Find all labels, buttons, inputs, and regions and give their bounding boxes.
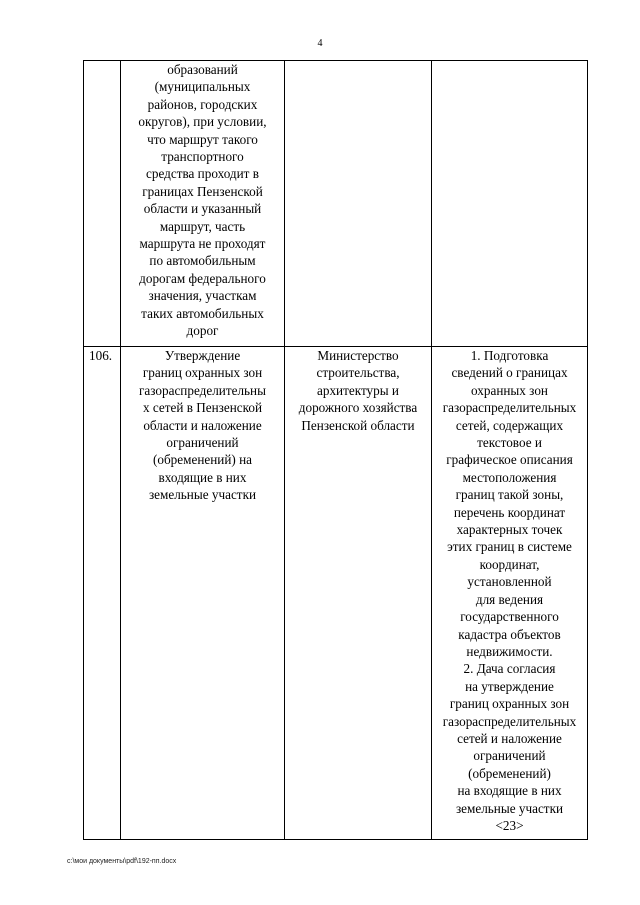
cell-text-line: (муниципальных xyxy=(154,79,251,95)
cell-text-line: установленной xyxy=(467,574,552,590)
cell-text-line: координат, xyxy=(479,556,540,572)
cell-text-line: кадастра объектов xyxy=(458,626,561,642)
file-path-footer: c:\мои документы\pdf\192-пп.docx xyxy=(67,858,177,865)
cell-text-line: дорожного хозяйства xyxy=(298,400,418,416)
result-cell xyxy=(432,347,588,840)
cell-text-line: газораспределительных xyxy=(442,400,577,416)
cell-text-line: округов), при условии, xyxy=(138,114,267,130)
table-row xyxy=(84,61,588,347)
cell-text-line: маршрута не проходят xyxy=(139,236,266,252)
cell-text-line: образований xyxy=(167,62,238,77)
table-row xyxy=(84,347,588,840)
cell-text-line: маршрут, часть xyxy=(159,218,246,234)
cell-text-line: границ такой зоны, xyxy=(455,487,564,503)
cell-text-line: Утверждение xyxy=(164,348,241,363)
cell-text-line: по автомобильным xyxy=(149,253,256,269)
cell-text-line: графическое описания xyxy=(446,452,573,468)
cell-text-line: перечень координат xyxy=(453,504,566,520)
cell-text-line: текстовое и xyxy=(477,435,542,451)
cell-text-line: границ охранных зон xyxy=(142,365,263,381)
cell-text-line: границ охранных зон xyxy=(449,696,570,712)
cell-text-line: дорог xyxy=(186,323,219,339)
cell-text-line: газораспределительных xyxy=(442,713,577,729)
cell-text-line: Министерство xyxy=(317,348,399,363)
cell-text-line: на входящие в них xyxy=(457,783,562,799)
cell-text-line: недвижимости. xyxy=(466,643,553,659)
agency-cell xyxy=(285,347,432,840)
result-cell xyxy=(432,61,588,347)
cell-text-line: архитектуры и xyxy=(317,382,399,398)
cell-text-line: 2. Дача согласия xyxy=(463,661,556,677)
cell-text-line: 1. Подготовка xyxy=(470,348,549,363)
cell-text-line: области и указанный xyxy=(143,201,262,217)
cell-text-line: значения, участкам xyxy=(148,288,257,304)
services-table xyxy=(83,60,588,840)
cell-text-line: средства проходит в xyxy=(146,166,259,182)
cell-text-line: местоположения xyxy=(462,469,557,485)
cell-text-line: что маршрут такого xyxy=(147,131,258,147)
cell-text-line: границах Пензенской xyxy=(142,183,263,199)
cell-text-line: этих границ в системе xyxy=(447,539,572,555)
cell-text-line: характерных точек xyxy=(456,522,563,538)
cell-text-line: охранных зон xyxy=(471,382,548,398)
cell-text-line: (обременений) xyxy=(468,765,551,781)
cell-text-line: входящие в них xyxy=(158,469,247,485)
cell-text-line: дорогам федерального xyxy=(139,270,266,286)
cell-text-line: (обременений) на xyxy=(152,452,253,468)
cell-text-line: строительства, xyxy=(316,365,400,381)
cell-text-line: Пензенской области xyxy=(301,417,415,433)
cell-text-line: сведений о границах xyxy=(451,365,568,381)
page-number: 4 xyxy=(317,38,323,49)
service-name-cell xyxy=(121,61,285,347)
cell-text-line: сетей и наложение xyxy=(457,730,562,746)
cell-text-line: ограничений xyxy=(166,435,239,451)
cell-text-line: для ведения xyxy=(475,591,544,607)
cell-text-line: области и наложение xyxy=(143,417,262,433)
cell-text-line: <23> xyxy=(495,817,524,833)
cell-text-line: на утверждение xyxy=(465,678,554,694)
cell-text-line: районов, городских xyxy=(147,96,258,112)
cell-text-line: государственного xyxy=(460,609,559,625)
cell-text-line: земельные участки xyxy=(455,800,564,816)
cell-text-line: сетей, содержащих xyxy=(455,417,564,433)
cell-text-line: газораспределительны xyxy=(139,382,266,398)
cell-text-line: таких автомобильных xyxy=(141,305,264,321)
agency-cell xyxy=(285,61,432,347)
row-number-cell: 106. xyxy=(84,347,121,840)
service-name-cell xyxy=(121,347,285,840)
row-number-cell xyxy=(84,61,121,347)
cell-text-line: х сетей в Пензенской xyxy=(142,400,263,416)
cell-text-line: ограничений xyxy=(473,748,546,764)
cell-text-line: транспортного xyxy=(161,149,244,165)
cell-text-line: земельные участки xyxy=(148,487,257,503)
